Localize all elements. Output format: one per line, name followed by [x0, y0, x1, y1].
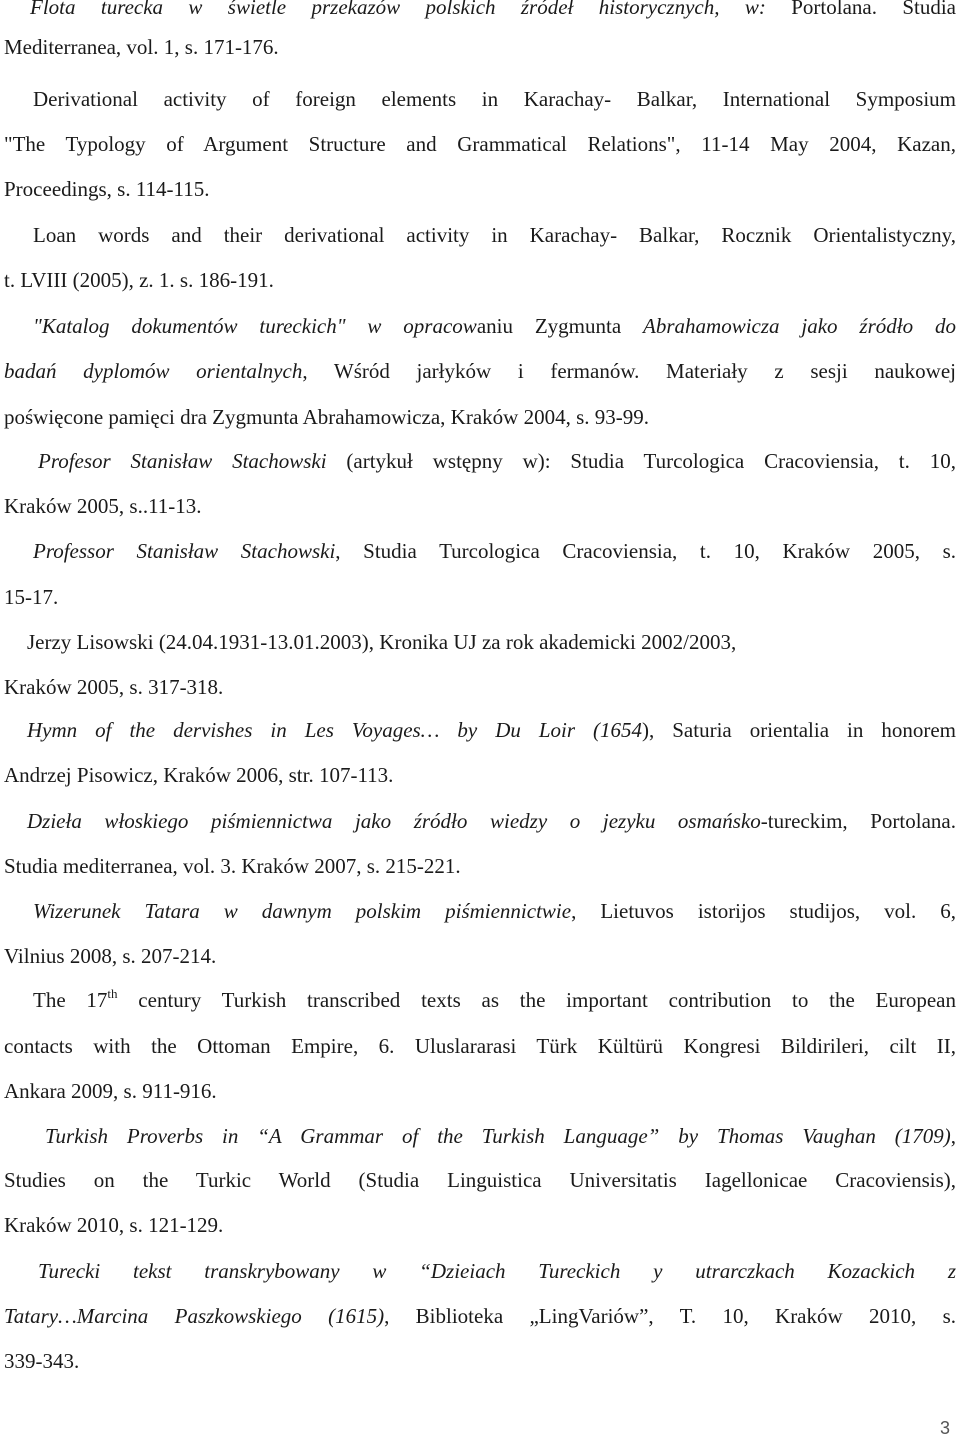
entry-line: Mediterranea, vol. 1, s. 171-176. — [4, 35, 279, 59]
entry-line: Kraków 2010, s. 121-129. — [4, 1213, 224, 1237]
entry-line: Proceedings, s. 114-115. — [4, 177, 210, 201]
entry-line: Wizerunek Tatara w dawnym polskim piśmiennictwie, Lietuvos istorijos studijos, vol. 6, — [33, 899, 956, 923]
entry-line: t. LVIII (2005), z. 1. s. 186-191. — [4, 268, 274, 292]
page-number: 3 — [939, 1418, 950, 1438]
entry-line: 339-343. — [4, 1349, 80, 1373]
entry-line: Kraków 2005, s. 317-318. — [4, 675, 224, 699]
entry-line: Studies on the Turkic World (Studia Linguistica Universitatis Iagellonicae Cracoviensis), — [4, 1168, 956, 1192]
entry-line: Professor Stanisław Stachowski, Studia Turcologica Cracoviensia, t. 10, Kraków 2005, s. — [33, 539, 956, 563]
entry-line: Kraków 2005, s..11-13. — [4, 494, 202, 518]
entry-line: contacts with the Ottoman Empire, 6. Uluslararasi Türk Kültürü Kongresi Bildirileri, cilt II, — [4, 1034, 956, 1058]
entry-line: "Katalog dokumentów tureckich" w opracowaniu Zygmunta Abrahamowicza jako źródło do — [33, 314, 956, 338]
entry-line: Ankara 2009, s. 911-916. — [4, 1079, 217, 1103]
entry-line: "The Typology of Argument Structure and Grammatical Relations", 11-14 May 2004, Kazan, — [4, 132, 956, 156]
entry-line: 15-17. — [4, 585, 59, 609]
entry-line: Tatary…Marcina Paszkowskiego (1615), Biblioteka „LingVariów”, T. 10, Kraków 2010, s. — [4, 1304, 956, 1328]
entry-line: Dzieła włoskiego piśmiennictwa jako źródło wiedzy o jezyku osmańsko-tureckim, Portolana. — [27, 809, 956, 833]
entry-line: poświęcone pamięci dra Zygmunta Abrahamowicza, Kraków 2004, s. 93-99. — [4, 405, 649, 429]
entry-line: Andrzej Pisowicz, Kraków 2006, str. 107-113. — [4, 763, 394, 787]
entry-line: Profesor Stanisław Stachowski (artykuł wstępny w): Studia Turcologica Cracoviensia, t. 10, — [38, 449, 956, 473]
entry-line: Loan words and their derivational activity in Karachay- Balkar, Rocznik Orientalistyczny, — [33, 223, 956, 247]
entry-line: Turkish Proverbs in “A Grammar of the Turkish Language” by Thomas Vaughan (1709), — [45, 1124, 956, 1148]
entry-line: Vilnius 2008, s. 207-214. — [4, 944, 217, 968]
entry-line: Studia mediterranea, vol. 3. Kraków 2007, s. 215-221. — [4, 854, 461, 878]
entry-line: Derivational activity of foreign elements in Karachay- Balkar, International Symposium — [33, 87, 956, 111]
entry-line: Flota turecka w świetle przekazów polskich źródeł historycznych, w: Portolana. Studia — [30, 0, 957, 19]
entry-line: badań dyplomów orientalnych, Wśród jarłyków i fermanów. Materiały z sesji naukowej — [4, 359, 956, 383]
entry-line: Hymn of the dervishes in Les Voyages… by Du Loir (1654), Saturia orientalia in honorem — [27, 718, 956, 742]
entry-line: Jerzy Lisowski (24.04.1931-13.01.2003), Kronika UJ za rok akademicki 2002/2003, — [27, 630, 737, 654]
entry-line: The 17th century Turkish transcribed texts as the important contribution to the European — [33, 986, 956, 1012]
entry-line: Turecki tekst transkrybowany w “Dzieiach Tureckich y utrarczkach Kozackich z — [38, 1259, 956, 1283]
